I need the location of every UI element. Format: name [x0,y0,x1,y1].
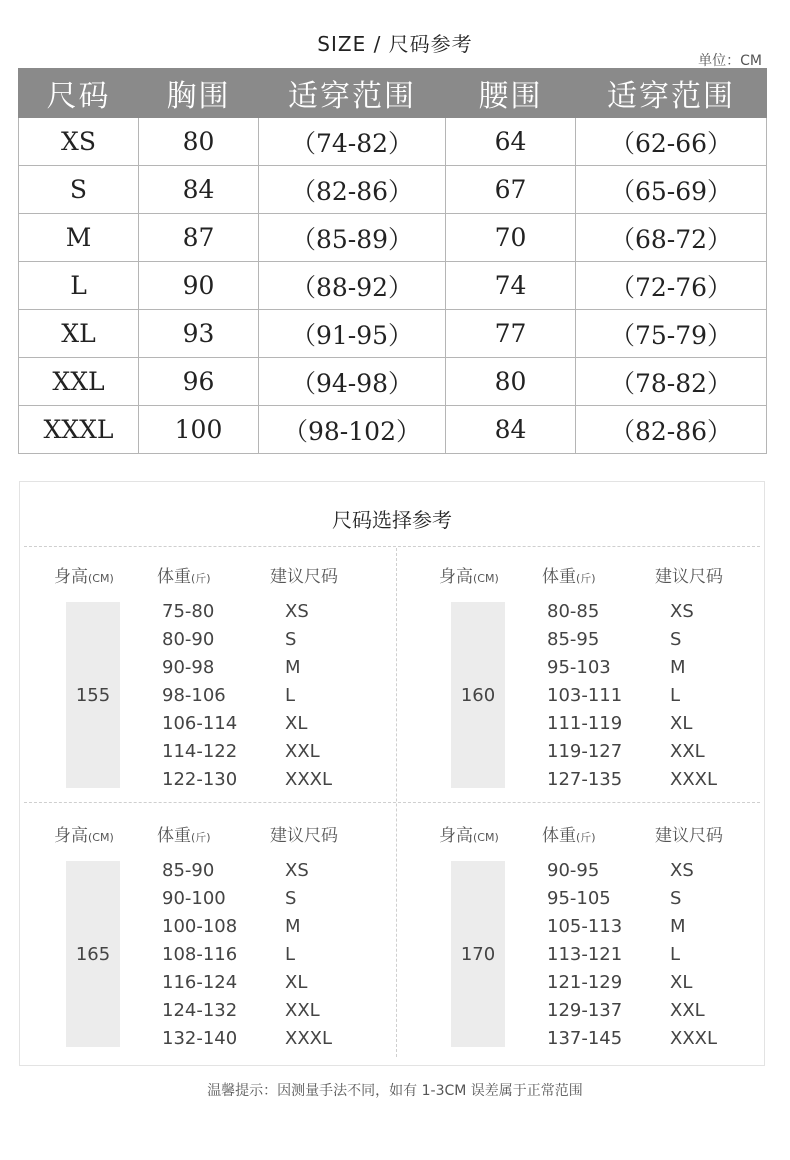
size-guide-panel [19,481,765,1066]
cell-waist: 84 [446,406,576,454]
page-title: SIZE / 尺码参考 [317,32,473,56]
weight-range: 103-111 [547,685,623,706]
weight-range: 122-130 [162,769,238,790]
weight-header-label: 体重 [157,826,191,846]
unit-label: 单位：CM [698,53,762,69]
list-item [20,766,392,794]
list-item [20,598,392,626]
list-item [20,1025,392,1053]
cell-waist: 67 [446,166,576,214]
height-header-label: 身高 [54,826,88,846]
height-header-label: 身高 [439,826,473,846]
list-item [20,997,392,1025]
suggested-size: XS [285,601,309,622]
suggested-size: M [670,657,686,678]
height-value: 155 [66,602,120,788]
suggested-size: XL [285,972,308,993]
list-item [20,738,392,766]
list-item [405,997,777,1025]
height-header [439,821,499,846]
size-header: 建议尺码 [655,567,723,587]
weight-size-list [20,598,392,794]
divider [24,546,760,547]
list-item [405,1025,777,1053]
list-item [20,626,392,654]
size-header: 建议尺码 [655,826,723,846]
table-row [19,166,767,214]
height-unit: (CM) [88,572,114,585]
weight-range: 100-108 [162,916,238,937]
weight-range: 121-129 [547,972,623,993]
suggested-size: XXL [670,1000,705,1021]
suggested-size: XXXL [670,769,718,790]
weight-range: 90-100 [162,888,226,909]
list-item [405,682,777,710]
suggested-size: XXL [285,741,320,762]
cell-chest-range: （85-89） [259,214,446,262]
list-item [405,969,777,997]
height-value: 170 [451,861,505,1047]
weight-range: 127-135 [547,769,623,790]
cell-waist-range: （82-86） [576,406,767,454]
cell-size: XL [19,310,139,358]
weight-range: 105-113 [547,916,623,937]
weight-range: 85-90 [162,860,215,881]
suggested-size: XXL [285,1000,320,1021]
size-table [18,68,767,454]
suggested-size: S [670,888,682,909]
weight-range: 80-85 [547,601,600,622]
header-chest-range: 适穿范围 [259,69,446,118]
cell-waist: 64 [446,118,576,166]
height-header [439,562,499,587]
height-unit: (CM) [473,831,499,844]
height-unit: (CM) [88,831,114,844]
cell-chest-range: （94-98） [259,358,446,406]
weight-header-label: 体重 [542,567,576,587]
cell-size: XXXL [19,406,139,454]
cell-size: M [19,214,139,262]
cell-waist-range: （68-72） [576,214,767,262]
table-row [19,118,767,166]
cell-waist-range: （78-82） [576,358,767,406]
cell-size: L [19,262,139,310]
cell-waist: 74 [446,262,576,310]
height-value: 165 [66,861,120,1047]
list-item [405,766,777,794]
cell-chest-range: （88-92） [259,262,446,310]
weight-range: 111-119 [547,713,623,734]
table-row [19,406,767,454]
cell-chest-range: （74-82） [259,118,446,166]
list-item [20,857,392,885]
weight-range: 113-121 [547,944,623,965]
height-header [54,821,114,846]
weight-size-list [405,598,777,794]
list-item [20,682,392,710]
weight-range: 114-122 [162,741,238,762]
table-header-row [19,69,767,118]
list-item [20,654,392,682]
divider [24,802,760,803]
suggested-size: XXXL [285,769,333,790]
list-item [405,598,777,626]
weight-range: 85-95 [547,629,600,650]
suggested-size: L [285,685,296,706]
weight-range: 95-105 [547,888,611,909]
header-size: 尺码 [19,69,139,118]
weight-header [542,821,596,846]
suggested-size: XS [285,860,309,881]
weight-header [542,562,596,587]
weight-range: 95-103 [547,657,611,678]
weight-unit: (斤) [576,831,596,844]
suggested-size: XXXL [285,1028,333,1049]
suggested-size: XXXL [670,1028,718,1049]
list-item [20,913,392,941]
cell-chest: 93 [139,310,259,358]
list-item [405,626,777,654]
guide-title: 尺码选择参考 [332,508,452,532]
cell-waist-range: （65-69） [576,166,767,214]
suggested-size: XS [670,860,694,881]
suggested-size: S [670,629,682,650]
weight-range: 119-127 [547,741,623,762]
weight-size-list [20,857,392,1053]
cell-waist-range: （75-79） [576,310,767,358]
cell-chest-range: （91-95） [259,310,446,358]
weight-range: 116-124 [162,972,238,993]
weight-range: 90-95 [547,860,600,881]
list-item [20,885,392,913]
suggested-size: XL [285,713,308,734]
header-chest: 胸围 [139,69,259,118]
weight-unit: (斤) [191,831,211,844]
suggested-size: XL [670,713,693,734]
suggested-size: XS [670,601,694,622]
cell-waist: 70 [446,214,576,262]
cell-chest: 87 [139,214,259,262]
suggested-size: XXL [670,741,705,762]
list-item [20,941,392,969]
list-item [405,857,777,885]
guide-group [20,807,392,1057]
list-item [20,969,392,997]
list-item [20,710,392,738]
size-header: 建议尺码 [270,567,338,587]
cell-chest: 96 [139,358,259,406]
cell-chest: 80 [139,118,259,166]
suggested-size: M [670,916,686,937]
suggested-size: M [285,657,301,678]
table-row [19,262,767,310]
suggested-size: S [285,629,297,650]
cell-waist-range: （62-66） [576,118,767,166]
weight-header-label: 体重 [542,826,576,846]
weight-range: 108-116 [162,944,238,965]
cell-waist-range: （72-76） [576,262,767,310]
list-item [405,738,777,766]
table-row [19,214,767,262]
weight-range: 129-137 [547,1000,623,1021]
height-value: 160 [451,602,505,788]
height-header-label: 身高 [439,567,473,587]
weight-header [157,821,211,846]
weight-range: 80-90 [162,629,215,650]
weight-range: 75-80 [162,601,215,622]
suggested-size: S [285,888,297,909]
weight-range: 90-98 [162,657,215,678]
size-header: 建议尺码 [270,826,338,846]
weight-header [157,562,211,587]
suggested-size: M [285,916,301,937]
list-item [405,885,777,913]
cell-chest-range: （98-102） [259,406,446,454]
list-item [405,941,777,969]
guide-group [405,548,777,798]
cell-size: XXL [19,358,139,406]
cell-size: S [19,166,139,214]
weight-header-label: 体重 [157,567,191,587]
cell-size: XS [19,118,139,166]
list-item [405,913,777,941]
suggested-size: L [285,944,296,965]
table-row [19,310,767,358]
weight-unit: (斤) [191,572,211,585]
weight-range: 137-145 [547,1028,623,1049]
header-waist: 腰围 [446,69,576,118]
weight-range: 124-132 [162,1000,238,1021]
suggested-size: L [670,685,681,706]
height-unit: (CM) [473,572,499,585]
height-header-label: 身高 [54,567,88,587]
suggested-size: L [670,944,681,965]
cell-chest-range: （82-86） [259,166,446,214]
guide-group [405,807,777,1057]
weight-range: 98-106 [162,685,226,706]
guide-group [20,548,392,798]
suggested-size: XL [670,972,693,993]
divider [396,548,397,1057]
list-item [405,710,777,738]
cell-chest: 84 [139,166,259,214]
weight-range: 132-140 [162,1028,238,1049]
weight-range: 106-114 [162,713,238,734]
cell-chest: 90 [139,262,259,310]
cell-waist: 80 [446,358,576,406]
weight-size-list [405,857,777,1053]
header-waist-range: 适穿范围 [576,69,767,118]
height-header [54,562,114,587]
list-item [405,654,777,682]
footer-note: 温馨提示：因测量手法不同，如有 1-3CM 误差属于正常范围 [207,1083,583,1099]
cell-chest: 100 [139,406,259,454]
weight-unit: (斤) [576,572,596,585]
cell-waist: 77 [446,310,576,358]
table-row [19,358,767,406]
